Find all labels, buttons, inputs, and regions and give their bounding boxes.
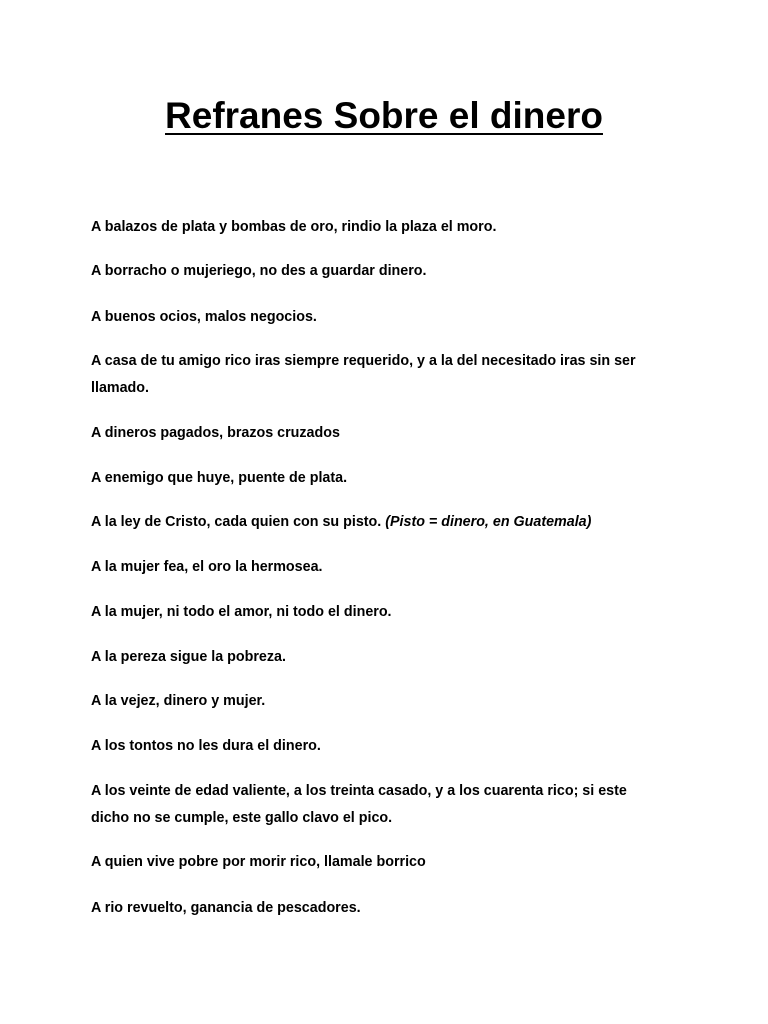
proverb-4 <box>91 348 681 402</box>
proverb-7-text: A la ley de Cristo, cada quien con su pisto. <box>91 514 382 530</box>
proverb-12: A los tontos no les dura el dinero. <box>91 738 321 754</box>
proverb-3: A buenos ocios, malos negocios. <box>91 309 317 325</box>
proverb-7 <box>91 509 681 536</box>
proverb-5: A dineros pagados, brazos cruzados <box>91 425 340 441</box>
page-title-text: Refranes Sobre el dinero <box>165 95 603 136</box>
proverb-9: A la mujer, ni todo el amor, ni todo el dinero. <box>91 604 392 620</box>
proverb-10: A la pereza sigue la pobreza. <box>91 649 286 665</box>
proverb-11: A la vejez, dinero y mujer. <box>91 693 266 709</box>
proverb-1: A balazos de plata y bombas de oro, rindio la plaza el moro. <box>91 219 497 235</box>
page-title <box>0 94 768 138</box>
proverb-4-line-1: A casa de tu amigo rico iras siempre requerido, y a la del necesitado iras sin ser <box>91 353 636 369</box>
proverb-8: A la mujer fea, el oro la hermosea. <box>91 559 323 575</box>
proverb-7-note: (Pisto = dinero, en Guatemala) <box>385 514 592 530</box>
proverb-2: A borracho o mujeriego, no des a guardar dinero. <box>91 263 427 279</box>
proverb-6: A enemigo que huye, puente de plata. <box>91 470 348 486</box>
proverb-4-line-2: llamado. <box>91 380 149 396</box>
proverb-13 <box>91 778 681 832</box>
proverb-13-line-1: A los veinte de edad valiente, a los treinta casado, y a los cuarenta rico; si este <box>91 783 627 799</box>
proverb-13-line-2: dicho no se cumple, este gallo clavo el pico. <box>91 810 393 826</box>
proverb-14: A quien vive pobre por morir rico, llamale borrico <box>91 854 426 870</box>
proverb-15: A rio revuelto, ganancia de pescadores. <box>91 900 361 916</box>
